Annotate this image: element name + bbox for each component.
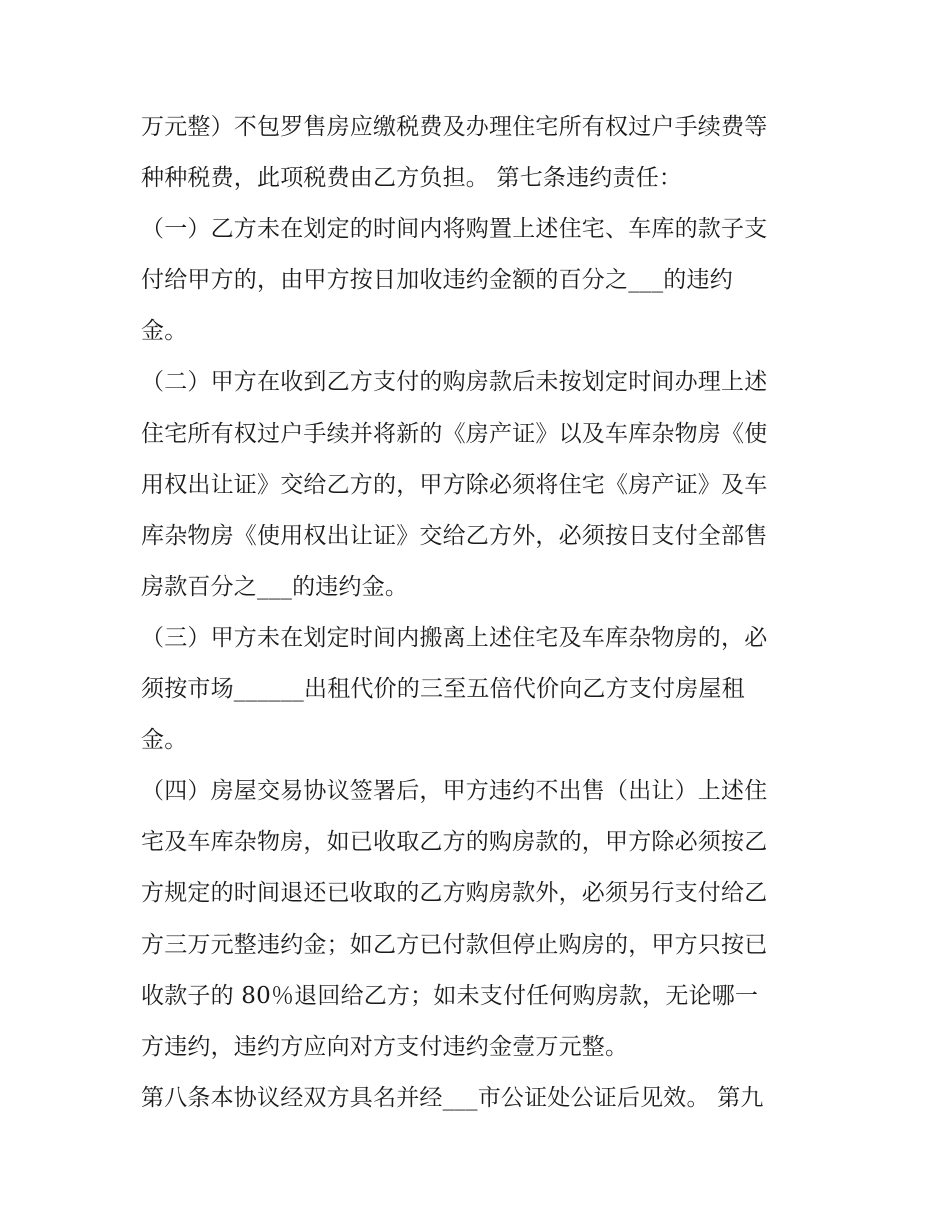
text-line: 第八条本协议经双方具名并经___市公证处公证后见效。 第九	[141, 1084, 764, 1111]
text-line: 须按市场______出租代价的三至五倍代价向乙方支付房屋租	[141, 676, 745, 703]
text-line: 金。	[141, 727, 188, 754]
text-line: 付给甲方的，由甲方按日加收违约金额的百分之___的违约	[141, 267, 733, 294]
text-line: 万元整）不包罗售房应缴税费及办理住宅所有权过户手续费等	[141, 114, 768, 140]
text-line: 用权出让证》交给乙方的，甲方除必须将住宅《房产证》及车	[141, 471, 768, 498]
contract-text	[141, 102, 821, 1124]
text-line: （三）甲方未在划定时间内搬离上述住宅及车库杂物房的，必	[141, 624, 768, 651]
text-line: （四）房屋交易协议签署后，甲方违约不出售（出让）上述住	[141, 778, 768, 805]
text-line: 宅及车库杂物房，如已收取乙方的购房款的，甲方除必须按乙	[141, 829, 768, 856]
text-line: 种种税费，此项税费由乙方负担。 第七条违约责任：	[141, 165, 683, 192]
text-line: 方规定的时间退还已收取的乙方购房款外，必须另行支付给乙	[141, 880, 768, 907]
text-line: 金。	[141, 318, 188, 345]
text-line: 方违约，违约方应向对方支付违约金壹万元整。	[141, 1033, 629, 1060]
text-line: 方三万元整违约金；如乙方已付款但停止购房的，甲方只按已	[141, 931, 768, 958]
text-line: （二）甲方在收到乙方支付的购房款后未按划定时间办理上述	[141, 369, 768, 396]
text-line: 库杂物房《使用权出让证》交给乙方外，必须按日支付全部售	[141, 522, 768, 549]
text-line: 房款百分之___的违约金。	[141, 573, 409, 600]
text-line: （一）乙方未在划定的时间内将购置上述住宅、车库的款子支	[141, 216, 768, 243]
text-line: 收款子的 80％退回给乙方；如未支付任何购房款，无论哪一	[141, 982, 759, 1009]
text-line: 住宅所有权过户手续并将新的《房产证》以及车库杂物房《使	[141, 420, 768, 447]
